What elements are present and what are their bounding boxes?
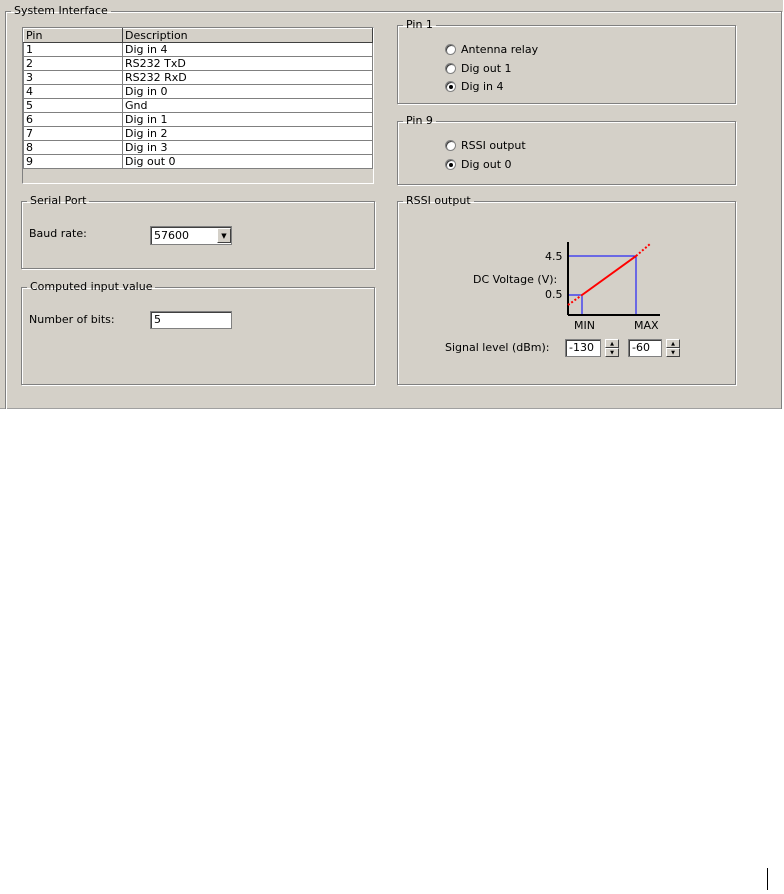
table-row[interactable] — [24, 127, 373, 141]
serial-port-title: Serial Port — [30, 194, 87, 207]
baud-rate-label: Baud rate: — [29, 227, 87, 240]
pin9-option-dig-out-0[interactable] — [445, 158, 512, 171]
baud-rate-select[interactable] — [150, 226, 232, 245]
description-column-header[interactable]: Description — [123, 29, 373, 43]
pin-cell: 8 — [24, 141, 123, 155]
graph-line-dotted-high — [636, 244, 650, 256]
graph-line-dotted-low — [568, 295, 582, 305]
table-row[interactable] — [24, 43, 373, 57]
description-cell: Dig out 0 — [123, 155, 373, 169]
radio-button[interactable] — [445, 44, 456, 55]
option-label: RSSI output — [461, 139, 526, 152]
baud-rate-value: 57600 — [154, 229, 189, 242]
description-cell: Dig in 4 — [123, 43, 373, 57]
pin1-title: Pin 1 — [406, 18, 433, 31]
table-row[interactable] — [24, 71, 373, 85]
pin-cell: 5 — [24, 99, 123, 113]
description-cell: Dig in 2 — [123, 127, 373, 141]
pin-cell: 2 — [24, 57, 123, 71]
signal-level-label: Signal level (dBm): — [445, 341, 550, 354]
spin-down-icon[interactable]: ▼ — [605, 348, 619, 357]
spin-up-icon[interactable]: ▲ — [605, 339, 619, 348]
graph-x-min-label: MIN — [574, 319, 595, 332]
graph-y-high-label: 4.5 — [545, 250, 563, 263]
pin1-option-antenna-relay[interactable] — [445, 43, 538, 56]
pin1-option-dig-in-4[interactable] — [445, 80, 504, 93]
table-row[interactable] — [24, 113, 373, 127]
system-interface-title: System Interface — [14, 4, 108, 17]
graph-x-max-label: MAX — [634, 319, 659, 332]
rssi-voltage-graph — [540, 238, 670, 334]
signal-max-input[interactable]: -60 — [628, 339, 662, 357]
option-label: Antenna relay — [461, 43, 539, 56]
pin-table-header — [24, 29, 373, 43]
signal-min-input[interactable]: -130 — [565, 339, 601, 357]
rssi-output-title: RSSI output — [406, 194, 471, 207]
description-cell: Dig in 3 — [123, 141, 373, 155]
description-cell: Dig in 0 — [123, 85, 373, 99]
radio-button-selected[interactable] — [445, 159, 456, 170]
description-cell: RS232 TxD — [123, 57, 373, 71]
computed-input-title: Computed input value — [30, 280, 153, 293]
table-row[interactable] — [24, 99, 373, 113]
pin-cell: 4 — [24, 85, 123, 99]
pin-cell: 9 — [24, 155, 123, 169]
option-label: Dig out 0 — [461, 158, 512, 171]
chevron-down-icon[interactable]: ▼ — [217, 228, 231, 243]
description-cell: Dig in 1 — [123, 113, 373, 127]
radio-button-selected[interactable] — [445, 81, 456, 92]
pin-cell: 3 — [24, 71, 123, 85]
system-interface-panel — [0, 0, 783, 409]
table-row[interactable] — [24, 85, 373, 99]
table-row[interactable] — [24, 57, 373, 71]
computed-input-group — [21, 281, 375, 385]
pin-cell: 6 — [24, 113, 123, 127]
pin1-option-dig-out-1[interactable] — [445, 62, 512, 75]
description-cell: Gnd — [123, 99, 373, 113]
option-label: Dig out 1 — [461, 62, 512, 75]
signal-max-spinner[interactable] — [666, 339, 680, 357]
table-row[interactable] — [24, 141, 373, 155]
spin-up-icon[interactable]: ▲ — [666, 339, 680, 348]
pin-cell: 1 — [24, 43, 123, 57]
number-of-bits-label: Number of bits: — [29, 313, 115, 326]
page-edge-marker — [767, 868, 768, 890]
number-of-bits-input[interactable]: 5 — [150, 311, 232, 329]
pin-table — [22, 27, 374, 184]
description-cell: RS232 RxD — [123, 71, 373, 85]
radio-button[interactable] — [445, 63, 456, 74]
pin-cell: 7 — [24, 127, 123, 141]
dc-voltage-label: DC Voltage (V): — [473, 273, 558, 286]
graph-line-solid — [582, 256, 636, 295]
pin9-option-rssi-output[interactable] — [445, 139, 526, 152]
table-row[interactable] — [24, 155, 373, 169]
spin-down-icon[interactable]: ▼ — [666, 348, 680, 357]
graph-y-low-label: 0.5 — [545, 288, 563, 301]
signal-min-spinner[interactable] — [605, 339, 619, 357]
pin-column-header[interactable]: Pin — [24, 29, 123, 43]
radio-button[interactable] — [445, 140, 456, 151]
pin9-title: Pin 9 — [406, 114, 433, 127]
option-label: Dig in 4 — [461, 80, 504, 93]
